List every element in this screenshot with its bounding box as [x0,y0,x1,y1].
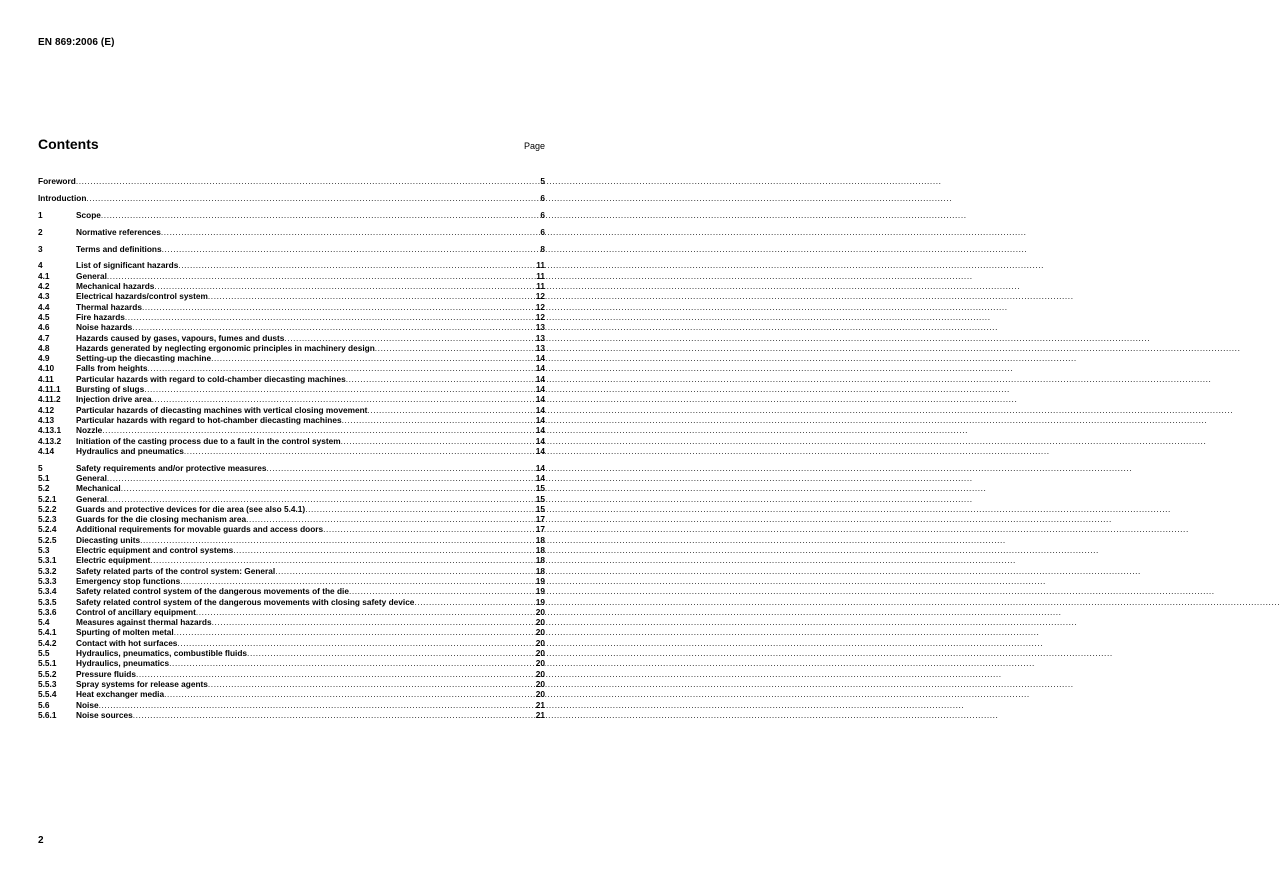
toc-entry-page: 20 [535,658,545,669]
toc-entry-number: 4.10 [38,363,55,374]
toc-entry[interactable] [38,415,545,425]
page-number: 2 [38,835,44,846]
toc-entry-number: 4 [38,260,43,271]
toc-entry-page: 12 [535,291,545,302]
toc-entry-number: 4.11 [38,373,54,384]
toc-entry-number: 4.2 [38,281,50,292]
toc-entry-page: 20 [535,648,545,659]
toc-entry[interactable] [38,535,545,545]
toc-entry-number: 5.3.4 [38,586,57,597]
toc-entry-title[interactable]: Guards and protective devices for die area (see also 5.4.1) [76,503,306,514]
toc-entry-title[interactable]: Mechanical hazards [76,281,155,292]
toc-entry-number: 1 [38,209,43,220]
toc-entry-title[interactable]: Thermal hazards [76,301,142,312]
toc-entry[interactable] [38,710,545,720]
toc-entry-number: 2 [38,226,43,237]
toc-entry[interactable] [38,473,545,483]
toc-entry-page: 20 [535,637,545,648]
toc-entry-title[interactable]: Injection drive area [76,394,152,405]
toc-entry-page: 15 [535,483,545,494]
toc-entry-page: 21 [535,699,545,710]
toc-entry-number: 4.14 [38,445,55,456]
dot-leader [164,689,535,699]
toc-entry[interactable] [38,271,545,281]
toc-entry-title[interactable]: Setting-up the diecasting machine [76,353,212,364]
toc-entry[interactable] [38,353,545,363]
toc-entry-title[interactable]: Particular hazards with regard to hot-chamber diecasting machines [76,414,342,425]
toc-entry-title[interactable]: Mechanical [76,483,121,494]
toc-entry-page: 20 [535,606,545,617]
toc-entry-title[interactable]: Safety related control system of the dangerous movements with closing safety device [76,596,415,607]
toc-entry-title[interactable]: Noise sources [76,709,133,720]
toc-entry-title[interactable]: Emergency stop functions [76,575,181,586]
toc-entry[interactable] [38,494,545,504]
toc-entry-number: 5.3.1 [38,555,57,566]
toc-entry[interactable] [38,638,545,648]
toc-entry-title[interactable]: Safety related control system of the dangerous movements of the die [76,586,349,597]
toc-entry[interactable] [38,597,545,607]
toc-entry-page: 20 [535,668,545,679]
toc-entry-title[interactable]: Control of ancillary equipment [76,606,196,617]
toc-entry[interactable] [38,689,545,699]
page-column-label: Page [523,141,545,151]
toc-entry-page: 20 [535,617,545,628]
toc-entry[interactable] [38,322,545,332]
toc-entry-page: 18 [535,565,545,576]
toc-entry-number: 5.5.1 [38,658,57,669]
toc-entry-title[interactable]: List of significant hazards [76,260,179,271]
toc-entry-page: 12 [535,301,545,312]
toc-entry-title[interactable]: Guards for the die closing mechanism area [76,514,247,525]
toc-entry-title[interactable]: Scope [76,209,101,220]
toc-entry-page: 11 [536,281,545,292]
toc-entry-number: 5.6.1 [38,709,57,720]
toc-entry-page: 14 [535,384,545,395]
dot-leader [162,244,540,254]
toc-entry-number: 5.4.2 [38,637,57,648]
dot-leader [275,566,535,576]
toc-entry-number: 5.5.4 [38,689,57,700]
toc-entry-title[interactable]: Particular hazards with regard to cold-chamber diecasting machines [76,373,346,384]
toc-entry[interactable] [38,302,545,312]
dot-leader [152,394,535,404]
dot-leader [76,176,540,186]
dot-leader [375,343,535,353]
toc-entry[interactable] [38,394,545,404]
dot-leader [211,353,535,363]
dot-leader [178,260,535,270]
toc-entry-page: 14 [535,414,545,425]
dot-leader [142,302,535,312]
toc-entry-page: 13 [535,342,545,353]
toc-entry-number: 5.3.3 [38,575,57,586]
toc-entry[interactable] [38,463,545,473]
toc-entry[interactable] [38,700,545,710]
toc-entry-page: 6 [540,226,545,237]
toc-entry-number: 5.3.6 [38,606,57,617]
toc-entry-title[interactable]: Normative references [76,226,161,237]
toc-entry-number: 5.2.3 [38,514,57,525]
toc-entry-number: 4.13.1 [38,425,62,436]
toc-entry-page: 15 [535,493,545,504]
dot-leader [161,227,540,237]
toc-entry-number: 5.4.1 [38,627,57,638]
dot-leader [284,333,534,343]
dot-leader [184,446,535,456]
toc-entry-number: 4.4 [38,301,50,312]
toc-entry-page: 17 [535,524,545,535]
toc-entry-number: 5.5.2 [38,668,57,679]
dot-leader [346,374,535,384]
toc-entry[interactable] [38,176,545,186]
dot-leader [102,425,534,435]
toc-entry-number: 4.12 [38,404,55,415]
toc-entry-title[interactable]: Diecasting units [76,534,141,545]
dot-leader [233,545,535,555]
dot-leader [208,679,535,689]
toc-entry-number: 5.2.1 [38,493,57,504]
toc-entry-title[interactable]: Hydraulics and pneumatics [76,445,184,456]
toc-entry-title[interactable]: Contact with hot surfaces [76,637,178,648]
toc-entry[interactable] [38,436,545,446]
toc-entry[interactable] [38,384,545,394]
toc-entry-number: 4.11.2 [38,394,61,405]
contents-heading: Contents [38,136,99,152]
toc-entry-title[interactable]: Electric equipment [76,555,151,566]
toc-entry[interactable] [38,669,545,679]
dot-leader [140,535,535,545]
toc-entry-title[interactable]: Spray systems for release agents [76,678,208,689]
toc-entry-title[interactable]: Hydraulics, pneumatics, combustible fluids [76,648,248,659]
toc-entry-number: 5.4 [38,617,50,628]
toc-entry-page: 20 [535,627,545,638]
dot-leader [174,627,535,637]
dot-leader [349,586,535,596]
toc-entry-title[interactable]: General [76,493,107,504]
toc-entry-number: 3 [38,243,43,254]
toc-entry-number: 4.11.1 [38,384,61,395]
dot-leader [367,405,534,415]
toc-entry-title[interactable]: Noise hazards [76,322,133,333]
toc-entry-number: 4.13 [38,414,55,425]
toc-entry[interactable] [38,281,545,291]
toc-entry[interactable] [38,483,545,493]
toc-entry[interactable] [38,244,545,254]
toc-entry-title[interactable]: Particular hazards of diecasting machines with vertical closing movement [76,404,368,415]
toc-entry-title[interactable]: Spurting of molten metal [76,627,174,638]
table-of-contents [38,176,545,720]
toc-entry[interactable] [38,363,545,373]
toc-entry-title[interactable]: Hydraulics, pneumatics [76,658,170,669]
toc-entry[interactable] [38,566,545,576]
toc-entry-title[interactable]: Electrical hazards/control system [76,291,208,302]
toc-entry-number: 4.9 [38,353,50,364]
toc-entry-title[interactable]: Additional requirements for movable guards and access doors [76,524,324,535]
toc-entry-title[interactable]: Safety requirements and/or protective measures [76,462,267,473]
dot-leader [154,281,535,291]
toc-entry-number: 5.5.3 [38,678,57,689]
toc-entry-page: 6 [540,209,545,220]
toc-entry[interactable] [38,617,545,627]
dot-leader [266,463,534,473]
toc-entry-page: 20 [535,689,545,700]
toc-entry-page: 14 [535,404,545,415]
toc-entry-number: 5.2.2 [38,503,57,514]
toc-entry-title[interactable]: Introduction [38,192,87,203]
dot-leader [414,597,534,607]
toc-entry-title[interactable]: Hazards generated by neglecting ergonomic principles in machinery design [76,342,375,353]
toc-entry-page: 18 [535,555,545,566]
toc-entry-page: 17 [535,514,545,525]
toc-entry-page: 13 [535,332,545,343]
toc-entry-number: 4.5 [38,311,50,322]
dot-leader [212,617,535,627]
toc-entry-page: 19 [535,596,545,607]
toc-entry[interactable] [38,607,545,617]
toc-entry[interactable] [38,210,545,220]
toc-entry-page: 19 [535,575,545,586]
toc-entry-number: 5.3.2 [38,565,57,576]
toc-entry[interactable] [38,343,545,353]
toc-entry-number: 5.3.5 [38,596,57,607]
dot-leader [341,436,535,446]
toc-entry-page: 13 [535,322,545,333]
toc-entry[interactable] [38,545,545,555]
toc-entry-title[interactable]: Noise [76,699,99,710]
toc-entry-page: 14 [535,445,545,456]
toc-entry-number: 5.2.5 [38,534,57,545]
toc-entry[interactable] [38,333,545,343]
toc-entry-title[interactable]: Bursting of slugs [76,384,145,395]
toc-entry[interactable] [38,524,545,534]
dot-leader [247,648,535,658]
dot-leader [133,710,535,720]
dot-leader [342,415,535,425]
toc-entry-page: 19 [535,586,545,597]
toc-entry[interactable] [38,312,545,322]
toc-entry[interactable] [38,227,545,237]
toc-entry-number: 5.2 [38,483,50,494]
toc-entry-number: 5 [38,462,43,473]
toc-entry-title[interactable]: Heat exchanger media [76,689,165,700]
toc-entry-title[interactable]: Falls from heights [76,363,148,374]
toc-entry-number: 4.8 [38,342,50,353]
toc-entry-title[interactable]: Nozzle [76,425,103,436]
dot-leader [107,473,535,483]
toc-entry-page: 14 [535,435,545,446]
toc-entry[interactable] [38,504,545,514]
toc-entry[interactable] [38,374,545,384]
toc-entry-title[interactable]: Foreword [38,176,76,186]
toc-entry-number: 5.5 [38,648,50,659]
toc-entry[interactable] [38,679,545,689]
toc-entry-title[interactable]: General [76,270,107,281]
dot-leader [180,576,535,586]
document-id: EN 869:2006 (E) [38,37,115,48]
toc-entry[interactable] [38,514,545,524]
toc-entry-title[interactable]: Pressure fluids [76,668,136,679]
dot-leader [107,271,535,281]
toc-entry-number: 5.1 [38,472,50,483]
dot-leader [305,504,535,514]
toc-entry[interactable] [38,627,545,637]
toc-entry-number: 4.6 [38,322,50,333]
toc-entry[interactable] [38,260,545,270]
toc-entry-number: 5.3 [38,545,50,556]
toc-entry-title[interactable]: Terms and definitions [76,243,162,254]
toc-entry-title[interactable]: Hazards caused by gases, vapours, fumes and dusts [76,332,285,343]
dot-leader [99,700,535,710]
dot-leader [246,514,535,524]
toc-entry-page: 8 [540,243,545,254]
toc-entry-number: 4.3 [38,291,50,302]
toc-entry-page: 14 [535,472,545,483]
toc-entry-page: 14 [535,425,545,436]
dot-leader [208,291,535,301]
toc-entry-page: 11 [536,260,545,271]
toc-entry-page: 14 [535,363,545,374]
toc-entry-title[interactable]: Measures against thermal hazards [76,617,212,628]
toc-entry-title[interactable]: General [76,472,107,483]
toc-entry-page: 14 [535,462,545,473]
toc-entry[interactable] [38,586,545,596]
dot-leader [101,210,539,220]
toc-entry[interactable] [38,648,545,658]
dot-leader [121,483,535,493]
toc-entry[interactable] [38,576,545,586]
dot-leader [144,384,535,394]
toc-entry[interactable] [38,405,545,415]
toc-entry-page: 14 [535,394,545,405]
dot-leader [107,494,535,504]
toc-entry-page: 6 [540,192,545,203]
toc-entry[interactable] [38,555,545,565]
toc-entry-page: 11 [536,270,545,281]
toc-entry[interactable] [38,193,545,203]
toc-entry[interactable] [38,658,545,668]
toc-entry-page: 21 [535,709,545,720]
toc-entry-number: 4.7 [38,332,50,343]
toc-entry-page: 14 [535,353,545,364]
dot-leader [150,555,535,565]
toc-entry[interactable] [38,425,545,435]
toc-entry[interactable] [38,446,545,456]
toc-entry-page: 12 [535,311,545,322]
toc-entry-title[interactable]: Fire hazards [76,311,125,322]
toc-entry-number: 5.2.4 [38,524,57,535]
dot-leader [177,638,534,648]
toc-entry-title[interactable]: Electric equipment and control systems [76,545,234,556]
toc-entry[interactable] [38,291,545,301]
toc-entry-title[interactable]: Safety related parts of the control system: General [76,565,276,576]
toc-entry-title[interactable]: Initiation of the casting process due to a fault in the control system [76,435,341,446]
toc-entry-page: 5 [540,176,545,186]
toc-entry-page: 20 [535,678,545,689]
dot-leader [169,658,535,668]
dot-leader [136,669,535,679]
dot-leader [132,322,535,332]
dot-leader [196,607,535,617]
toc-entry-number: 4.1 [38,270,50,281]
toc-entry-number: 5.6 [38,699,50,710]
toc-entry-page: 18 [535,534,545,545]
toc-entry-page: 14 [535,373,545,384]
toc-entry-page: 15 [535,503,545,514]
dot-leader [86,193,539,203]
toc-entry-number: 4.13.2 [38,435,62,446]
dot-leader [147,363,534,373]
dot-leader [323,524,535,534]
toc-entry-page: 18 [535,545,545,556]
dot-leader [125,312,535,322]
